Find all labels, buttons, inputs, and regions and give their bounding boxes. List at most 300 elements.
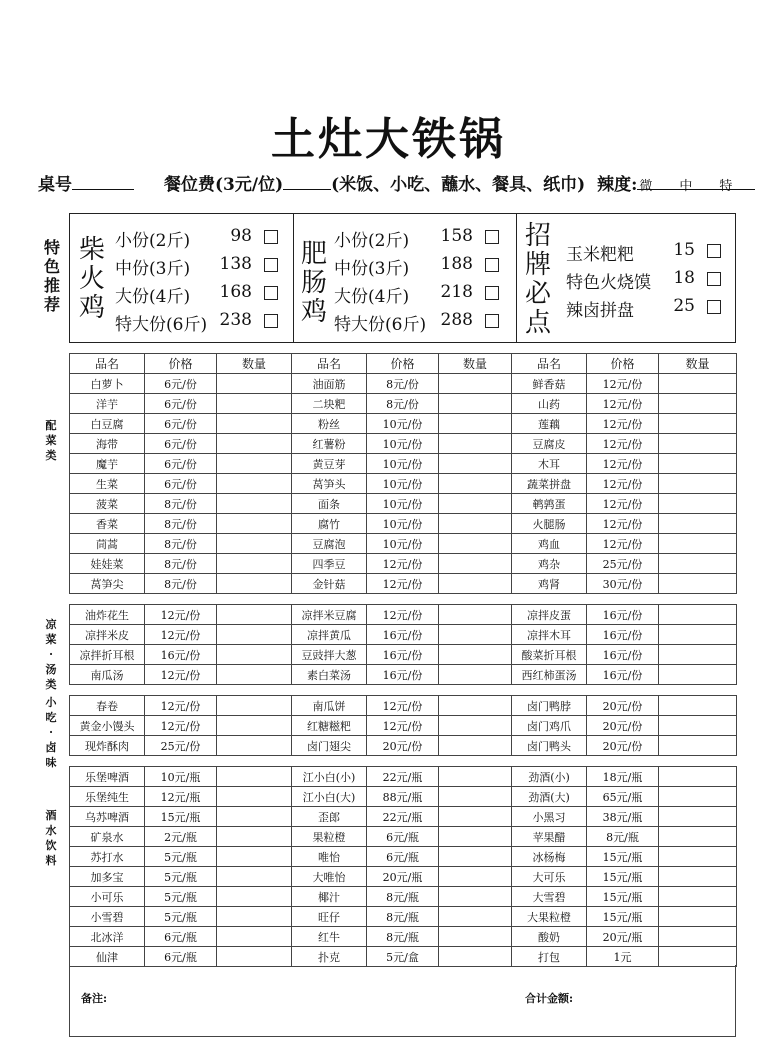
item-price: 10元/份 [367,454,439,474]
featured-item-price: 98 [230,226,252,246]
featured-item-price: 218 [440,282,473,302]
item-price: 12元/份 [145,605,217,625]
quantity-field[interactable] [659,574,737,594]
quantity-field[interactable] [439,454,512,474]
table-row [70,847,737,867]
item-price: 10元/份 [367,434,439,454]
featured-item[interactable] [115,226,278,250]
featured-item[interactable] [334,310,499,334]
item-name: 加多宝 [70,867,145,887]
quantity-field[interactable] [439,434,512,454]
item-price: 5元/瓶 [145,887,217,907]
quantity-field[interactable] [659,494,737,514]
item-name: 江小白(大) [292,787,367,807]
item-name: 油面筋 [292,374,367,394]
item-price: 12元/份 [587,494,659,514]
spice-label: 辣度: [597,175,638,195]
item-name: 菠菜 [70,494,145,514]
item-price: 12元/份 [367,554,439,574]
item-name: 北冰洋 [70,927,145,947]
featured-item-name: 小份(2斤) [334,231,410,251]
quantity-field[interactable] [659,907,737,927]
quantity-field[interactable] [659,434,737,454]
item-name: 大可乐 [512,867,587,887]
item-name: 豆腐皮 [512,434,587,454]
item-price: 16元/份 [367,645,439,665]
quantity-field[interactable] [659,827,737,847]
checkbox-icon[interactable] [707,272,721,286]
item-price: 6元/份 [145,414,217,434]
quantity-field[interactable] [659,767,737,787]
item-price: 8元/瓶 [587,827,659,847]
item-name: 魔芋 [70,454,145,474]
item-name: 苏打水 [70,847,145,867]
quantity-field[interactable] [439,534,512,554]
item-price: 15元/瓶 [587,847,659,867]
menu-section-table [69,353,737,594]
featured-item-price: 25 [673,296,695,316]
item-name: 打包 [512,947,587,967]
quantity-field[interactable] [439,716,512,736]
item-price: 15元/瓶 [587,887,659,907]
item-price: 15元/瓶 [587,867,659,887]
featured-item-name: 特大份(6斤) [334,315,427,335]
quantity-field[interactable] [659,374,737,394]
item-name: 凉拌黄瓜 [292,625,367,645]
featured-item-name: 小份(2斤) [115,231,191,251]
quantity-field[interactable] [659,665,737,685]
item-name: 凉拌木耳 [512,625,587,645]
item-name: 鸡肾 [512,574,587,594]
quantity-field[interactable] [659,554,737,574]
checkbox-icon[interactable] [707,244,721,258]
quantity-field[interactable] [659,696,737,716]
quantity-field[interactable] [659,867,737,887]
chicken-block [70,214,293,342]
quantity-field[interactable] [659,716,737,736]
item-price: 18元/瓶 [587,767,659,787]
item-name: 黄金小馒头 [70,716,145,736]
chicken-title: 柴 火 鸡 [78,235,105,323]
item-price: 8元/份 [145,494,217,514]
item-name: 果粒橙 [292,827,367,847]
quantity-field[interactable] [659,394,737,414]
item-name: 小黑习 [512,807,587,827]
quantity-field[interactable] [659,947,737,967]
item-name: 二块粑 [292,394,367,414]
quantity-field[interactable] [659,625,737,645]
spice-level-field[interactable] [637,173,755,194]
table-row [70,534,737,554]
featured-item[interactable] [115,310,278,334]
item-name: 海带 [70,434,145,454]
quantity-field[interactable] [439,807,512,827]
item-name: 莴笋头 [292,474,367,494]
item-name: 四季豆 [292,554,367,574]
item-price: 16元/份 [587,605,659,625]
quantity-field[interactable] [439,394,512,414]
quantity-field[interactable] [217,414,292,434]
item-name: 小可乐 [70,887,145,907]
quantity-field[interactable] [217,494,292,514]
quantity-field[interactable] [217,534,292,554]
intestine-title: 肥 肠 鸡 [300,239,327,327]
featured-item[interactable] [566,240,721,264]
spice-extra[interactable]: 特 [719,179,733,194]
remark-label: 备注: [81,992,108,1005]
item-price: 16元/份 [367,625,439,645]
item-name: 大果粒橙 [512,907,587,927]
quantity-field[interactable] [217,807,292,827]
quantity-field[interactable] [217,574,292,594]
item-name: 红糖糍粑 [292,716,367,736]
item-price: 12元/份 [367,696,439,716]
quantity-field[interactable] [217,927,292,947]
table-row [70,767,737,787]
quantity-field[interactable] [439,827,512,847]
item-price: 12元/份 [367,574,439,594]
featured-item-name: 特大份(6斤) [115,315,208,335]
item-price: 38元/瓶 [587,807,659,827]
checkbox-icon[interactable] [264,314,278,328]
item-price: 12元/份 [145,716,217,736]
quantity-field[interactable] [439,887,512,907]
item-name: 乐堡啤酒 [70,767,145,787]
featured-item[interactable] [334,254,499,278]
quantity-field[interactable] [439,645,512,665]
featured-item-price: 138 [219,254,252,274]
quantity-field[interactable] [659,605,737,625]
item-name: 凉拌皮蛋 [512,605,587,625]
table-row [70,625,737,645]
quantity-field[interactable] [217,554,292,574]
item-name: 椰汁 [292,887,367,907]
item-name: 江小白(小) [292,767,367,787]
item-price: 8元/份 [367,394,439,414]
checkbox-icon[interactable] [485,286,499,300]
item-name: 卤门鸭头 [512,736,587,756]
quantity-field[interactable] [659,847,737,867]
item-name: 金针菇 [292,574,367,594]
footer-box [69,965,736,1037]
item-price: 16元/份 [145,645,217,665]
quantity-field[interactable] [439,554,512,574]
table-row [70,947,737,967]
item-price: 8元/瓶 [367,887,439,907]
column-header: 品名 [512,354,587,374]
item-price: 6元/瓶 [145,927,217,947]
quantity-field[interactable] [217,665,292,685]
item-name: 小雪碧 [70,907,145,927]
column-header: 数量 [217,354,292,374]
item-name: 山药 [512,394,587,414]
quantity-field[interactable] [659,454,737,474]
item-price: 6元/份 [145,434,217,454]
menu-section-table [69,695,737,756]
spice-medium[interactable]: 中 [679,179,693,194]
item-price: 25元/份 [145,736,217,756]
table-row [70,414,737,434]
quantity-field[interactable] [217,625,292,645]
item-price: 20元/瓶 [367,867,439,887]
item-price: 30元/份 [587,574,659,594]
seat-fee-field[interactable] [283,175,331,190]
quantity-field[interactable] [659,514,737,534]
checkbox-icon[interactable] [264,258,278,272]
seat-fee-label: 餐位费(3元/位) [164,175,284,195]
featured-item-name: 中份(3斤) [334,259,410,279]
item-name: 卤门鸭脖 [512,696,587,716]
quantity-field[interactable] [217,887,292,907]
item-price: 5元/瓶 [145,847,217,867]
item-name: 卤门鸡爪 [512,716,587,736]
quantity-field[interactable] [659,807,737,827]
quantity-field[interactable] [217,605,292,625]
quantity-field[interactable] [217,827,292,847]
table-row [70,867,737,887]
item-price: 15元/瓶 [145,807,217,827]
checkbox-icon[interactable] [707,300,721,314]
quantity-field[interactable] [659,787,737,807]
item-price: 16元/份 [587,645,659,665]
item-name: 红薯粉 [292,434,367,454]
checkbox-icon[interactable] [485,230,499,244]
item-price: 25元/份 [587,554,659,574]
table-row [70,665,737,685]
quantity-field[interactable] [659,414,737,434]
item-price: 12元/份 [367,716,439,736]
featured-box [69,213,736,343]
quantity-field[interactable] [217,474,292,494]
column-header: 品名 [70,354,145,374]
section-side-label: 小 吃 · 卤 味 [45,696,57,769]
item-price: 6元/瓶 [145,947,217,967]
item-price: 5元/瓶 [145,907,217,927]
item-price: 6元/份 [145,454,217,474]
item-name: 歪郎 [292,807,367,827]
item-name: 鸡血 [512,534,587,554]
quantity-field[interactable] [439,947,512,967]
quantity-field[interactable] [217,867,292,887]
featured-item-name: 大份(4斤) [115,287,191,307]
total-label: 合计金额: [525,992,574,1005]
item-price: 6元/份 [145,374,217,394]
item-name: 卤门翅尖 [292,736,367,756]
item-price: 10元/份 [367,494,439,514]
featured-item-name: 辣卤拼盘 [566,301,634,321]
item-name: 豆豉拌大葱 [292,645,367,665]
column-header: 品名 [292,354,367,374]
table-row [70,827,737,847]
item-price: 10元/份 [367,414,439,434]
item-price: 15元/瓶 [587,907,659,927]
quantity-field[interactable] [439,494,512,514]
featured-item[interactable] [115,282,278,306]
featured-item-name: 特色火烧馍 [566,273,651,293]
item-name: 茼蒿 [70,534,145,554]
quantity-field[interactable] [659,645,737,665]
quantity-field[interactable] [439,625,512,645]
featured-item[interactable] [566,268,721,292]
item-price: 1元 [587,947,659,967]
column-header: 价格 [145,354,217,374]
table-row [70,374,737,394]
quantity-field[interactable] [217,767,292,787]
table-row [70,474,737,494]
table-number-field[interactable] [72,175,134,190]
item-name: 西红柿蛋汤 [512,665,587,685]
quantity-field[interactable] [217,374,292,394]
item-name: 娃娃菜 [70,554,145,574]
item-price: 16元/份 [367,665,439,685]
item-price: 8元/瓶 [367,907,439,927]
item-name: 乐堡纯生 [70,787,145,807]
quantity-field[interactable] [217,947,292,967]
item-name: 鲜香菇 [512,374,587,394]
item-price: 5元/瓶 [145,867,217,887]
item-price: 8元/份 [367,374,439,394]
item-price: 10元/份 [367,534,439,554]
item-price: 20元/份 [587,736,659,756]
quantity-field[interactable] [659,474,737,494]
quantity-field[interactable] [439,927,512,947]
item-name: 洋芋 [70,394,145,414]
item-name: 凉拌米皮 [70,625,145,645]
table-row [70,787,737,807]
item-price: 16元/份 [587,665,659,685]
item-name: 木耳 [512,454,587,474]
quantity-field[interactable] [439,907,512,927]
featured-item[interactable] [115,254,278,278]
table-row [70,887,737,907]
table-row [70,736,737,756]
column-header: 价格 [367,354,439,374]
quantity-field[interactable] [439,787,512,807]
item-name: 南瓜汤 [70,665,145,685]
spice-mild[interactable]: 微 [639,179,653,194]
quantity-field[interactable] [439,867,512,887]
section-side-label: 酒 水 饮 料 [45,809,57,867]
featured-item[interactable] [566,296,721,320]
item-price: 6元/份 [145,474,217,494]
quantity-field[interactable] [439,574,512,594]
quantity-field[interactable] [439,736,512,756]
item-name: 白豆腐 [70,414,145,434]
quantity-field[interactable] [217,716,292,736]
quantity-field[interactable] [217,847,292,867]
quantity-field[interactable] [217,454,292,474]
item-price: 22元/瓶 [367,807,439,827]
item-price: 6元/份 [145,394,217,414]
item-name: 素白菜汤 [292,665,367,685]
table-row [70,907,737,927]
checkbox-icon[interactable] [485,314,499,328]
checkbox-icon[interactable] [485,258,499,272]
item-name: 面条 [292,494,367,514]
item-name: 现炸酥肉 [70,736,145,756]
item-price: 8元/份 [145,514,217,534]
quantity-field[interactable] [659,534,737,554]
order-info-line [38,170,755,195]
item-name: 白萝卜 [70,374,145,394]
quantity-field[interactable] [217,696,292,716]
seat-fee-note: (米饭、小吃、蘸水、餐具、纸巾) [331,175,586,195]
featured-item[interactable] [334,226,499,250]
item-price: 5元/盒 [367,947,439,967]
table-number-label: 桌号 [38,175,72,195]
table-row [70,696,737,716]
item-name: 乌苏啤酒 [70,807,145,827]
column-header: 价格 [587,354,659,374]
quantity-field[interactable] [659,736,737,756]
quantity-field[interactable] [217,787,292,807]
item-name: 扑克 [292,947,367,967]
item-price: 12元/份 [587,474,659,494]
item-name: 仙津 [70,947,145,967]
item-price: 12元/份 [587,394,659,414]
column-header: 数量 [659,354,737,374]
item-name: 腐竹 [292,514,367,534]
item-name: 唯怡 [292,847,367,867]
quantity-field[interactable] [439,767,512,787]
item-price: 88元/瓶 [367,787,439,807]
featured-item-price: 188 [440,254,473,274]
quantity-field[interactable] [217,907,292,927]
quantity-field[interactable] [439,474,512,494]
item-name: 粉丝 [292,414,367,434]
item-price: 20元/份 [587,716,659,736]
table-row [70,494,737,514]
item-name: 旺仔 [292,907,367,927]
item-name: 莴笋尖 [70,574,145,594]
quantity-field[interactable] [217,736,292,756]
checkbox-icon[interactable] [264,286,278,300]
featured-item[interactable] [334,282,499,306]
intestine-block [294,214,516,342]
quantity-field[interactable] [439,414,512,434]
item-name: 香菜 [70,514,145,534]
item-name: 劲酒(小) [512,767,587,787]
featured-item-name: 大份(4斤) [334,287,410,307]
item-name: 豆腐泡 [292,534,367,554]
quantity-field[interactable] [659,927,737,947]
checkbox-icon[interactable] [264,230,278,244]
item-price: 16元/份 [587,625,659,645]
quantity-field[interactable] [439,665,512,685]
quantity-field[interactable] [217,434,292,454]
item-price: 12元/瓶 [145,787,217,807]
quantity-field[interactable] [439,605,512,625]
quantity-field[interactable] [439,374,512,394]
quantity-field[interactable] [439,696,512,716]
table-row [70,434,737,454]
quantity-field[interactable] [439,847,512,867]
quantity-field[interactable] [217,394,292,414]
quantity-field[interactable] [217,645,292,665]
item-price: 12元/份 [587,374,659,394]
quantity-field[interactable] [659,887,737,907]
quantity-field[interactable] [439,514,512,534]
table-row [70,807,737,827]
item-price: 22元/瓶 [367,767,439,787]
item-price: 10元/份 [367,474,439,494]
quantity-field[interactable] [217,514,292,534]
item-name: 苹果醋 [512,827,587,847]
item-price: 12元/份 [145,625,217,645]
item-price: 12元/份 [587,434,659,454]
item-price: 8元/份 [145,534,217,554]
featured-item-price: 168 [219,282,252,302]
